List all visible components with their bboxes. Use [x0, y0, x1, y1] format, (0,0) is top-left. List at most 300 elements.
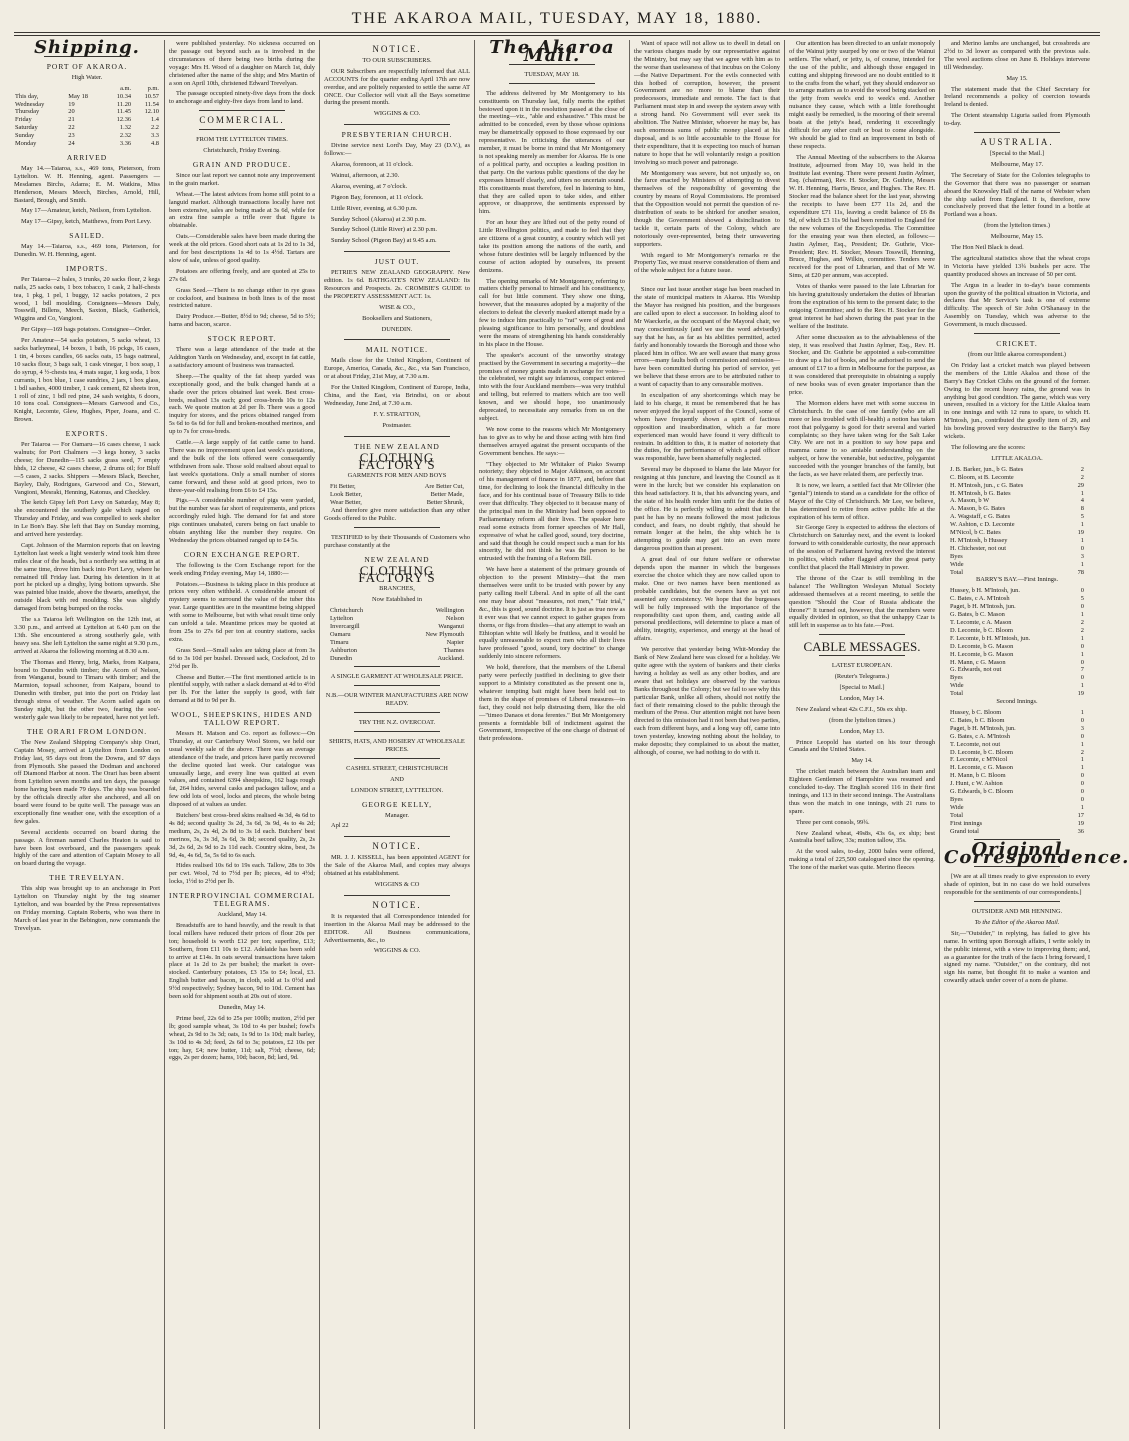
tide-cell: 19	[68, 100, 75, 108]
dateline: Auckland, May 14.	[217, 911, 267, 918]
single-garment: A SINGLE GARMENT AT WHOLESALE PRICE.	[330, 673, 464, 681]
tide-cell: Sunday	[15, 132, 35, 140]
score-row	[944, 764, 1090, 772]
score-name: Byes	[950, 674, 963, 682]
score-row	[944, 474, 1090, 482]
tide-row	[14, 132, 160, 140]
port-heading: PORT OF AKAROA.	[46, 61, 128, 71]
paragraph: [We are at all times ready to give expression to every shade of opinion, but in no case do we hold ourselves responsible for the sentiments of our correspondents.]	[944, 873, 1090, 897]
dateline: Christchurch, Friday Evening.	[203, 147, 281, 155]
paragraph: We hold, therefore, that the members of the Liberal party were perfectly justified in declining to give their support to a Ministry constituted as the present one is, whatever tempting bait might have been held out to them in the shape of promises of Liberal measures—in fact, they could not help distrusting them, like the old—"timeo Danaos et dona ferentes." But Mr Montgomery presents a formidable bill of indictment against the Government, irrespective of the one charge of distrust of their professions.	[479, 664, 625, 743]
score-name: A. Wagstaff, c G. Bates	[950, 513, 1011, 521]
score-row	[944, 619, 1090, 627]
fits-right: Better Shrunk,	[426, 499, 464, 507]
branch-right: New Plymouth	[425, 630, 464, 638]
paragraph: The throne of the Czar is still trembling in the balance! The Wellington Wesleyan Mutual Society addressed themselves at a recent meeting, to settle the question "Should the Czar of Russia abdicate the throne?" It turned out, however, that the members were equally divided in opinion, so that the unhappy Czar is still left in suspense as to his fate.—Post.	[789, 574, 935, 630]
paragraph: On Friday last a cricket match was played between the members of the Little Akaloa and those of the Barry's Bay Cricket Clubs on the ground of the former. Owing to the recent heavy rains, the ground was in anything but good condition. The game, which was very uneven, resulted in a victory for the Little Akaloa team in one innings and with 12 runs to spare, to which H. M'Intosh, jun., contributed the goodly item of 29, and his bowling proved very destructive to the Barry's Bay wickets.	[944, 361, 1090, 441]
divider	[344, 895, 450, 896]
tide-row	[14, 101, 160, 109]
score-runs: 0	[1080, 587, 1084, 595]
tide-row	[14, 108, 160, 116]
score-runs: 2	[1080, 748, 1084, 756]
team-heading: LITTLE AKALOA.	[991, 454, 1043, 462]
signature: Postmaster.	[382, 421, 412, 429]
score-row	[944, 603, 1090, 611]
paragraph: Cattle.—A large supply of fat cattle came to hand. There was no improvement upon last week's quotations, and the bulk of the lots offered were consequently withdrawn from sale. Those sold realised about equal to last week's quotations. Only a small number of stores came forward, and these sold at good prices, two to three-year-old realising from £6 to £4 15s.	[169, 439, 315, 494]
column-advertisements	[324, 40, 470, 1431]
fits-left: Wear Better,	[330, 499, 362, 507]
score-runs: 1	[1080, 803, 1084, 811]
branch-row	[324, 631, 470, 639]
paragraph: The Orient steamship Liguria sailed from Plymouth to-day.	[944, 112, 1090, 128]
column-divider	[474, 40, 475, 1429]
source-note: FROM THE LYTTELTON TIMES.	[196, 136, 288, 144]
fits-row	[324, 491, 470, 499]
score-name: D. Lecomte, b C. Bloom	[950, 748, 1014, 756]
tide-row	[14, 116, 160, 124]
dateline: May 15.	[1006, 74, 1028, 82]
paragraph: The Annual Meeting of the subscribers to the Akaroa Institute, adjourned from May 10, was held in the Institute last evening. There were present Justin Aylmer, Esq. (chairman), Rev. H. Stocker, Dr. Guthrie, Messrs W. H. Henning, Harris, Bruce, and Hughes. The Rev. H. Stocker read the balance sheet for the last year, showing the receipts to have been £77 11s 2d, and the expenditure £71 11s, leaving a credit balance of £6 8s 9d, of which £3 11s 9d had been remitted to England for the new volumes of the Encyclopedia. The Committee for the ensuing year was then elected, as follows:—Justin Aylmer, Esq., President; Dr. Guthrie, Vice-President; Rev. H. Stocker, Messrs Tosswill, Henning, Bruce, Hughes, and Wilkin, committee. Tenders were received for the post of Librarian, and that of Mr W. Sims, at £20 per annum, was accepted.	[789, 153, 935, 280]
dateline: Melbourne, May 15.	[990, 233, 1044, 241]
score-runs: 2	[1080, 465, 1084, 473]
divider	[354, 685, 440, 686]
divider	[664, 279, 750, 280]
score-runs: 29	[1077, 481, 1084, 489]
corn-heading: CORN EXCHANGE REPORT.	[183, 549, 301, 559]
divider	[819, 634, 905, 635]
source-note: (from the lyttelton times.)	[828, 716, 896, 724]
service-item: Akaroa, evening, at 7 o'clock.	[331, 182, 408, 190]
paragraph: and Merino lambs are unchanged, but crossbreds are 2½d to 3d lower as compared with the previous sale. The wool auctions close on June 8. Holidays intervene till Wednesday.	[944, 40, 1090, 71]
score-name: C. Bates, c A. M'Intosh	[950, 595, 1010, 603]
editorial-date: TUESDAY, MAY 18.	[524, 70, 580, 78]
paragraph: The passage occupied ninety-five days from the dock to anchorage and eighty-five days from land to land.	[169, 90, 315, 106]
score-runs: 2	[1080, 619, 1084, 626]
grain-heading: GRAIN AND PRODUCE.	[192, 159, 292, 169]
tide-cell: May 18	[68, 92, 88, 100]
branch-right: Thames	[443, 646, 464, 654]
dateline: London, May 14.	[839, 694, 885, 702]
branch-row	[324, 655, 470, 663]
score-name: T. Lecomte, not out	[950, 740, 1001, 748]
paragraph: Potatoes are offering freely, and are quoted at 25s to 27s 6d.	[169, 267, 315, 283]
score-row	[944, 529, 1090, 537]
branch-right: Auckland.	[437, 654, 464, 662]
divider	[974, 132, 1060, 133]
tide-cell: 21	[68, 116, 75, 124]
paragraph: It is requested that all Correspondence intended for insertion in the Akaroa Mail may be addressed to the EDITOR. All Business communications, Advertisements, &c., to	[324, 912, 470, 944]
score-name: Wide	[950, 560, 964, 568]
score-row	[944, 788, 1090, 796]
total-value: 36	[1077, 827, 1084, 835]
score-name: H. Mann, c G. Mason	[950, 658, 1006, 666]
interprovincial-heading: INTERPROVINCIAL COMMERCIAL TELEGRAMS.	[169, 891, 315, 909]
paragraph: were published yesterday. No sickness occurred on the passage out beyond such as is involved in the circumstances of there being two births during the voyage: Mrs H. Wood of a daughter on March 1st, duly christened after the name of the ship; and Mrs Martin of a son on April 10th, christened Edward Trevelyan.	[169, 40, 315, 87]
source-note: (Reuter's Telegrams.)	[834, 673, 890, 681]
cable-heading: CABLE MESSAGES.	[803, 639, 921, 655]
column-divider	[629, 40, 630, 1429]
score-name: T. Lecomte, c A. Mason	[950, 619, 1012, 626]
score-runs: 0	[1080, 544, 1084, 552]
score-row	[944, 497, 1090, 505]
score-name: Byes	[950, 552, 963, 560]
score-runs: 1	[1080, 740, 1084, 748]
paragraph: Mr Montgomery was severe, but not unjustly so, on the farce enacted by Ministers of attempting to divest themselves of the responsibility of governing the country by means of Royal Commissions. He promised that the Opposition would not permit the question of re-distribution of seats to be shirked for another session, though the Government showed a disinclination to tackle it, certain parts of the Colony, which are notoriously over-represented, being their unwavering supporters.	[634, 169, 780, 248]
score-name: G. Edwards, b C. Bloom	[950, 788, 1014, 796]
score-runs: 1	[1080, 764, 1084, 772]
score-row	[944, 587, 1090, 595]
paragraph: Sheep.—The quality of the fat sheep yarded was exceptionally good, and the bulk changed hands at a shade over the prices obtained last week. Best cross-breds, realised 13s each; good cross-breds 10s to 12s each. We quote mutton at 2d per lb. There was a good inquiry for stores, and the prices obtained ranged from 5s 6d to 6s 6d for full and broken-mouthed merinos, and up to 7s for cross-breds.	[169, 372, 315, 436]
clothing-heading: CLOTHING FACTORY'S	[358, 449, 436, 473]
paragraph: Oats.—Considerable sales have been made during the week at the old prices. Good short oats at 1s 2d to 1s 3d, and for best descriptions 1s 4d to 1s 4½d. Tartars are slow of sale, unless of good quality.	[169, 233, 315, 264]
branch-row	[324, 615, 470, 623]
masthead: THE AKAROA MAIL, TUESDAY, MAY 18, 1880.	[351, 10, 763, 27]
score-runs: 19	[1077, 529, 1084, 537]
subheading: LATEST EUROPEAN.	[831, 662, 893, 670]
score-row	[944, 482, 1090, 490]
signature: WIGGINS & CO.	[373, 110, 421, 118]
exports-heading: EXPORTS.	[65, 429, 109, 439]
tide-cell: 11.45	[116, 108, 132, 116]
tide-am-label: a.m.	[120, 84, 132, 92]
total-row	[944, 569, 1090, 577]
score-row	[944, 682, 1090, 690]
score-name: Wide	[950, 682, 964, 690]
total-label: Grand total	[950, 827, 979, 835]
letter-salutation: To the Editor of the Akaroa Mail.	[974, 918, 1060, 926]
score-row	[944, 666, 1090, 674]
correspondence-heading: Original Correspondence.	[944, 839, 1129, 869]
paragraph: May 17—Gipsy, ketch, Matthews, from Port Levy.	[21, 218, 152, 226]
branch-row	[324, 639, 470, 647]
branch-right: Napier	[446, 638, 464, 646]
branch-row	[324, 647, 470, 655]
paragraph: The agricultural statistics show that the wheat crops in Victoria have yielded 13¾ bushels per acre. The quantity produced shows an increase of 50 per cent.	[944, 254, 1090, 278]
paragraph: Three per cent consols, 99¾.	[796, 818, 870, 826]
total-row	[944, 812, 1090, 820]
paragraph: Per Amateur—54 sacks potatoes, 5 sacks wheat, 13 sacks barleymeal, 14 boxes, 1 bath, 16 pckgs, 16 cases, 1 tin, 4 boxes candles, 66 sacks oats, 15 bags oatmeal, 10 sacks flour, 3 bags salt, 1 cask vinegar, 1 box soap, 1 do syrup, 4 ½-chests tea, 4 mats sugar, 1 keg soda, 1 box currants, 1 box blue, 1 case sundries, 2 jars, 1 box glass, 1 bdl sashes, 4000 timber, 1 cask cement, 82 sheets iron, 1 roll of zinc, 1 bdl red pine, 24 sash weights, 6 doors, 10 tons coal. Consignees—Messrs Garwood and Co., Knight, Lecomte, Glew, Hughes, Piper, Joans, and C. Brown.	[14, 337, 160, 424]
paragraph: Capt. Johnson of the Marmion reports that on leaving Lyttelton last week a light westerly wind took him three miles clear of the heads, but a northerly sea setting in at the same time, drove him back into Port Levy, where he remained till Friday last. During his detention in it at port he picked up a dinghy, lying bottom upwards. She was painted blue inside, above the thwarts, amethyst, the outside black with red moulding. She was slightly damaged from being bumped on the rocks.	[14, 541, 160, 613]
paragraph: Grass Seed.—There is no change either in rye grass or cocksfoot, and business in both lines is of the most restricted nature.	[169, 286, 315, 310]
dateline: May 14.	[851, 757, 873, 765]
score-runs: 1	[1080, 489, 1084, 497]
score-runs: 0	[1080, 795, 1084, 803]
score-row	[944, 553, 1090, 561]
divider	[344, 251, 450, 252]
mail-notice-heading: MAIL NOTICE.	[365, 345, 429, 355]
paragraph: Since our last issue another stage has been reached in the state of municipal matters in Akaroa. His Worship the Mayor has resigned his position, and the burgesses are called upon to elect a successor. In holding aloof to Mr Waeckerle, as the occupant of the Mayoral chair, we may conscientiously (and we use the word advisedly) say that he has, as far as his abilities permitted, acted fairly and honorably towards the Borough and those who placed him in office. We are well aware that many gross errors—many faults both of commission and omission—have been committed during his period of service, yet we believe that these errors are to be attributed rather to a want of capacity than to any censurable motives.	[634, 286, 780, 389]
garments-line: GARMENTS FOR MEN AND BOYS	[347, 472, 447, 480]
total-label: Total	[950, 811, 964, 819]
paragraph: Per Taiaroa—2 bales, 3 trunks, 20 sacks flour, 2 kegs nails, 25 sacks oats, 1 box tobacco, 1 cask, 2 half-chests tea, 1 pkg, 1 pel, 1 buggy, 12 sacks potatoes, 2 pcs wood, 1 bdl moulding. Consignees—Messrs Daly, Tosswill, Billens, Meech, Saxton, Black, Gatherick, Wiggins and Co, Vangioni.	[14, 275, 160, 323]
tide-cell: 3.36	[119, 140, 132, 148]
divider	[354, 666, 440, 667]
paragraph: May 14.—Taiaroa, s.s., 469 tons, Pieterson, for Dunedin. W. H. Henning, agent.	[14, 243, 160, 259]
divider	[974, 333, 1060, 334]
tide-cell: 10.34	[116, 92, 132, 100]
paragraph: The statement made that the Chief Secretary for Ireland recommends a policy of coercion towards Ireland is denied.	[944, 85, 1090, 109]
letter-heading: OUTSIDER AND MR HENNING.	[971, 908, 1063, 915]
divider	[354, 527, 440, 528]
paragraph: It is now, we learn, a settled fact that Mr Ollivier (the "genial") intends to stand as a candidate for the office of Mayor of the City of Christchurch. Mr Lee, we believe, has determined to retire from active public life at the expiration of his term of office.	[789, 481, 935, 521]
paragraph: The s.s Taiaroa left Wellington on the 12th inst, at 3.30 p.m., and arrived at Lyttelton at 6.40 p.m on the 13th. She encountered a strong southerly gale, with heavy sea. She left Lyttelton the same night at 9.30 p.m., arrived at Akaroa the following morning at 8.30 a.m.	[14, 616, 160, 655]
total-value: 19	[1077, 819, 1084, 827]
total-label: Total	[950, 568, 964, 576]
paragraph: PETRIE'S NEW ZEALAND GEOGRAPHY. New edition. 1s 6d. BATHGATE'S NEW ZEALAND: Its Resources and Prospects. 2s. CROMBIE'S GUIDE to the PROPERTY ASSESSMENT ACT. 1s.	[324, 269, 470, 300]
paragraph: "They objected to Mr Whitaker of Piako Swamp notoriety; they objected to Major Atkinson, on account of his management of finance in 1877, and, before that time, for declining to look the financial difficulty in the face, and for his continual issue of Treasury Bills to tide over that difficulty. They objected to it because many of the principal men in the Ministry had been opposed to Parliamentary reform all their lives. The speaker here read some extracts from former speeches of Mr Hall, expressive of what he called good, sound, tory doctrine, and said that though he could respect such a man for his sincerity, he did not think he was the person to be entrusted with the framing of a Reform Bill.	[479, 460, 625, 563]
column-divider	[164, 40, 165, 1429]
fits-list	[324, 483, 470, 507]
score-row	[944, 674, 1090, 682]
score-table	[944, 466, 1090, 569]
score-runs: 4	[1080, 497, 1084, 505]
score-row	[944, 749, 1090, 757]
address: LONDON STREET, LYTTELTON.	[350, 786, 444, 794]
paragraph: For an hour they are lifted out of the petty round of Little Rivellington politics, and made to feel that they are citizens of a great country, a country which will yet take its position among the nations of the earth, and whose future destinies will be largely influenced by the course of action adopted by ourselves, its present denizens.	[479, 219, 625, 274]
score-runs: 1	[1080, 708, 1084, 716]
paragraph: Potatoes.—Business is taking place in this produce at prices very often withheld. A considerable amount of mystery seems to surround the value of the tuber this year. Large quantities are in the meantime being shipped with some to Melbourne, but with what result time only can unfold a tale. Meantime prices may be quoted at from 25s to 27s 6d per ton at country stations, sacks extra.	[169, 580, 315, 643]
divider	[354, 731, 440, 732]
score-name: A. Mason, b G. Bates	[950, 505, 1006, 513]
score-name: H. Lecomte, c G. Mason	[950, 764, 1014, 772]
divider	[819, 655, 905, 656]
score-name: M'Nicol, b C. Bates	[950, 529, 1001, 537]
score-row	[944, 545, 1090, 553]
tide-cell: 1.32	[119, 124, 132, 132]
tide-cell: 12.36	[116, 116, 132, 124]
paragraph: Grass Seed.—Small sales are taking place at from 3s 6d to 3s 10d per bushel. Dressed sack, Cocksfoot, 2d to 2½d per lb.	[169, 646, 315, 670]
tide-cell	[14, 85, 67, 93]
score-runs: 1	[1080, 611, 1084, 619]
fits-right: Are Better Cut,	[424, 483, 464, 491]
fits-right: Better Made,	[430, 491, 464, 499]
signature: WIGGINS & CO.	[373, 947, 421, 955]
paragraph: The opening remarks of Mr Montgomery, referring to matters chiefly personal to himself and his constituency, call for but little comment. They show one thing, however, that the measures adopted by a majority of the electors to defeat the cleverly masked attempt made by a few to induce him practically to "rat" were of great and pleasing significance to him personally, and doubtless were the means of strengthening his hands considerably in his place in the House.	[479, 277, 625, 348]
score-runs: 1	[1080, 560, 1084, 568]
paragraph: New Zealand wheat, 49s8s, 43s 6s, ex ship; best Australia beef tallow, 33s; mutton tallow, 35s.	[789, 829, 935, 845]
score-runs: 8	[1080, 505, 1084, 513]
paragraph: The following are the scores:	[951, 443, 1026, 451]
source-note: [Special to Mail.]	[839, 683, 885, 691]
tide-cell: 24	[68, 140, 75, 148]
paragraph: With regard to Mr Montgomery's remarks re the Property Tax, we must reserve consideration of them and of the whole subject for a future issue.	[634, 251, 780, 275]
branch-left: Christchurch	[330, 607, 364, 615]
paragraph: The ketch Gipsy left Port Levy on Saturday, May 8; she encountered the southerly gale which raged on Thursday and Friday, and was compelled to seek shelter in Le Bon's Bay. She left that Bay on Sunday morning, and arrived here yesterday.	[14, 499, 160, 539]
branch-left: Lyttelton	[330, 615, 354, 623]
paragraph: This ship was brought up to an anchorage in Port Lyttelton on Thursday night by the tug steamer Lyttelton, and was boarded by the Press representatives on Friday morning. Captain Roberts, who was there in March of last year in the Bebington, now commands the Trevelyan.	[14, 885, 160, 932]
score-name: D. Lecomte, b G. Mason	[950, 642, 1014, 650]
paragraph: The Secretary of State for the Colonies telegraphs to the Governor that there was no passenger or seaman aboard the Knowsley Hall of the name of Webster when the ship sailed from England. It is, therefore, now conclusively proved that the letter found in a bottle at Portland was a hoax.	[944, 171, 1090, 219]
score-runs: 2	[1080, 473, 1084, 481]
score-runs: 1	[1080, 650, 1084, 658]
score-runs: 0	[1080, 642, 1084, 650]
score-name: H. M'Intosh, b G. Bates	[950, 489, 1011, 497]
wool-heading: WOOL, SHEEPSKINS, HIDES AND TALLOW REPORT.	[171, 710, 313, 728]
manager-title: Manager.	[385, 811, 409, 819]
paragraph: Prime beef, 22s 6d to 25s per 100lb; mutton, 2½d per lb; good sample wheat, 3s 10d to 4s per bushel; fowl's wheat, 2s 9d to 3s 3d; oats, 1s 9d to 1s 10d; malt barley, 3s 10d to 4s 3d; feed, 2s 6d to 3s; potatoes, £2 10s per ton; hay, £4; new butter, 11d; salt, 7½d; cheese, 6d; eggs, 2s per dozen; hams, 10d; bacon, 8d; lard, 9d.	[169, 1014, 315, 1062]
service-item: Sunday School (Pigeon Bay) at 9.45 a.m.	[331, 237, 437, 245]
divider	[974, 901, 1060, 902]
tide-pm-label: p.m.	[147, 84, 159, 92]
signature: WIGGINS & CO	[374, 880, 420, 888]
score-runs: 5	[1080, 513, 1084, 521]
total-value: 17	[1077, 811, 1084, 819]
paragraph: The following is the Corn Exchange report for the week ending Friday evening, May 14, 1880:—	[169, 561, 315, 577]
score-runs: 0	[1080, 658, 1084, 666]
established-label: Now Established in	[371, 596, 423, 604]
score-name: A. Mason, b W	[950, 497, 990, 505]
presbyterian-heading: PRESBYTERIAN CHURCH.	[341, 130, 453, 140]
arrived-heading: ARRIVED	[66, 152, 108, 162]
score-runs: 1	[1080, 634, 1084, 642]
score-row	[944, 772, 1090, 780]
paragraph: Wheat.—The latest advices from home still point to a languid market. Although transactions locally have not been extensive, sales are being made at 3s 6d, while for an extra fine sample a trifle over that figure is obtainable.	[169, 190, 315, 230]
paragraph: TESTIFIED to by their Thousands of Customers who purchase constantly at the	[324, 533, 470, 549]
divider	[354, 712, 440, 713]
column-editorial-continued	[634, 40, 780, 1431]
branch-right: Nelson	[445, 615, 464, 623]
score-name: H. Mann, b C. Bloom	[950, 772, 1006, 780]
score-name: G. Edwards, not out	[950, 666, 1002, 674]
tide-cell: Friday	[15, 116, 32, 124]
score-runs: 0	[1080, 674, 1084, 682]
column-divider	[319, 40, 320, 1429]
paragraph: Per Gipsy—169 bags potatoes. Consignee—Order.	[21, 326, 152, 334]
fits-left: Look Better,	[330, 491, 363, 499]
service-item: Wainui, afternoon, at 2.30.	[331, 171, 400, 179]
notice-heading: NOTICE.	[372, 841, 422, 852]
score-runs: 0	[1080, 788, 1084, 796]
branch-left: Ashburton	[330, 646, 357, 654]
branch-row	[324, 607, 470, 615]
branch-list	[324, 607, 470, 662]
score-name: Hussey, b H. M'Intosh, jun.	[950, 587, 1020, 595]
score-row	[944, 466, 1090, 474]
commercial-heading: COMMERCIAL.	[199, 115, 285, 126]
score-name: J. Hunt, c W. Ashton	[950, 780, 1003, 788]
high-water-label: High Water.	[71, 73, 103, 81]
paragraph: We now come to the reasons which Mr Montgomery has to give as to why he and those acting with him find themselves arrayed against the present occupants of the Government benches. He says:—	[479, 425, 625, 457]
score-runs: 0	[1080, 732, 1084, 740]
score-row	[944, 490, 1090, 498]
tide-header-row	[14, 85, 160, 93]
branches-label: BRANCHES,	[379, 585, 415, 593]
score-name: G. Bates, c A. M'Intosh	[950, 732, 1010, 740]
paragraph: Votes of thanks were passed to the late Librarian for his having gratuitously undertaken the duties of librarian from the expiration of his term to the present date; to the outgoing Committee; and to the Rev. H. Stocker for the great interest he had shown during the past year in the welfare of the Institute.	[789, 283, 935, 330]
orari-heading: THE ORARI FROM LONDON.	[26, 726, 148, 736]
column-editorial	[479, 37, 625, 1431]
total-row	[944, 690, 1090, 698]
paragraph: At the wool sales, to-day, 2000 bales were offered, making a total of 225,500 catalogued since the opening. The tone of the market was quite. Merino fleeces	[789, 848, 935, 872]
paragraph: In exculpation of any shortcomings which may be laid to his charge, it must be remembered that he has never enjoyed the loyal support of the Council, some of whom have frequently shown a spirit of factious opposition and insubordination, which a far more experienced man would have found it very difficult to restrain. In addition to this, it is matter of notoriety that the duties, for the performance of which a paid officer was responsible, have been shamefully neglected.	[634, 392, 780, 463]
paper-title: The Akaroa Mail.	[489, 37, 615, 66]
masthead-rule	[14, 32, 1100, 33]
paragraph: After some discussion as to the advisableness of the step, it was resolved that Justin Aylmer, Esq., Rev. H. Stocker, and Dr. Guthrie be appointed a sub-committee to draw up a list of books, and be authorised to send the amount of £17 to a firm in Melbourne for the purpose, as it was considered that prerequisite in obtaining a supply of new books was of even greater importance than the price.	[789, 333, 935, 396]
service-list	[324, 161, 470, 245]
tide-cell: 11.54	[144, 100, 159, 108]
fits-left: Fit Better,	[330, 483, 356, 491]
tide-row	[14, 124, 160, 132]
shipping-heading: Shipping.	[34, 37, 140, 58]
paragraph: There was a large attendance of the trade at the Addington Yards on Wednesday, and, except in fat cattle, a satisfactory amount of business was transacted.	[169, 346, 315, 369]
divider	[344, 339, 450, 340]
paragraph: Butchers' best cross-bred skins realised 4s 3d, 4s 6d to 4s 8d; second quality 3s 2d, 3s 6d, 3s 9d, 4s to 4s 2d; medium, 2s, 2s 4d, 2s 8d to 3s 1d each. Butchers' best merinos, 3s, 3s 3d, 3s 6d, 3s 8d; second quality, 2s, 2s 3d, 2s 6d, 2s 9d to 2s 11d each. Country skins, best, 3s 9d, 4s, 4s 6d, 5s, 5s 6d to 6s each.	[169, 812, 315, 859]
signature: DUNEDIN.	[381, 325, 413, 333]
sailed-heading: SAILED.	[69, 231, 105, 241]
branch-left: Invercargill	[330, 622, 360, 630]
score-runs: 1	[1080, 682, 1084, 690]
just-out-heading: JUST OUT.	[374, 257, 420, 267]
masthead-rule-2	[14, 35, 1100, 36]
score-runs: 0	[1080, 772, 1084, 780]
paragraph: Dairy Produce.—Butter, 8½d to 9d; cheese, 5d to 5½; hams and bacon, scarce.	[169, 313, 315, 329]
divider	[199, 129, 285, 130]
imports-heading: IMPORTS.	[66, 263, 108, 273]
paragraph: Per Taiaroa — For Oamaru—16 cases cheese, 1 sack walnuts; for Port Chalmers —3 kegs honey, 3 sacks cheese; for Dunedin—115 sacks grass seed, 7 empty hhds, 12 cheese, 42 cases cheese, 2 drums oil; for Bluff—5 cases, 2 sacks. Shippers —Messrs Black, Beecher, Bayley, Daly, Rodrigues, Garwood and Co., Stewart, Vangioni, Mesraki, Henning, Katonus, and Checkley.	[14, 441, 160, 496]
total-label: First innings	[950, 819, 983, 827]
paragraph: The Mormon elders have met with some success in Christchurch. In the case of one family (who are all more or less troubled with ill-health) a notion has taken root that polygamy is good for their several and varied complaints; so they have taken wing for the Salt Lake City. We are not in a position to say how papa and mamma came to so amiable understanding on the subject, or how the venerable, but seductive, polygamist succeeded with the younger branches of the family, but the facts, as we have related them, are perfectly true.	[789, 399, 935, 479]
winter-notice: N.B.—OUR WINTER MANUFACTURES ARE NOW READY.	[325, 692, 469, 708]
score-row	[944, 717, 1090, 725]
score-table	[944, 709, 1090, 812]
tide-cell: 20	[68, 108, 75, 116]
signature: Booksellers and Stationers,	[362, 314, 432, 322]
dateline: Melbourne, May 17.	[990, 160, 1044, 168]
team-heading: BARRY'S BAY.—First Innings.	[975, 576, 1059, 584]
paragraph: May 14.—Taiaroa, s.s., 469 tons, Pieterson, from Lyttelton. W. H. Henning, agent. Passengers — Mesdames Birchs, Adams; E. M. Watkins, Miss Henderson, Messrs Meech, Birches, Arnold, Hill, Bastard, Brough, and Smith.	[14, 164, 160, 204]
score-row	[944, 756, 1090, 764]
total-row	[944, 820, 1090, 828]
score-name: Hussey, b C. Bloom	[950, 708, 1002, 716]
dateline: London, May 13.	[839, 727, 885, 735]
divider	[199, 110, 285, 111]
score-row	[944, 709, 1090, 717]
branch-right: Wanganui	[438, 622, 464, 630]
shirts-notice: SHIRTS, HATS, AND HOSIERY AT WHOLESALE PRICES.	[329, 738, 465, 753]
paragraph: Cheese and Butter.—The first mentioned article is in plentiful supply, with rather a slack demand at 4d to 4½d per lb. For the latter the supply is good, with fair demand at 8d to 9d per lb.	[169, 673, 315, 705]
score-runs: 1	[1080, 536, 1084, 544]
paragraph: Sir George Grey is expected to address the electors of Christchurch on Saturday next, and the event is looked forward to with considerable curiosity, the near approach of the session of Parliament having revived the interest in politics, which rather flagged after the great party conflict that placed the Hall Ministry in power.	[789, 524, 935, 571]
tide-cell: 1.4	[151, 116, 159, 124]
paragraph: We perceive that yesterday being Whit-Monday the Bank of New Zealand here was closed for a holiday. We quite agree with the system of bankers and their clerks having a holiday as well as any other bodies, and are aware that set holidays are observed by the various Banks throughout the Colony; but we fail to see why this particular Bank, unlike all others, should not notify the fact of their remaining closed to the public through the medium of the Press. Our attention might not have been directed to this omission had it not been that two parties, each from different bays, and a long way off, came into town yesterday, knowing nothing about the holiday, to make deposits; they complained to us about the matter, although, of course, we had nothing to do with it.	[634, 646, 780, 756]
tide-cell: 2.32	[119, 132, 132, 140]
score-row	[944, 780, 1090, 788]
branch-right: Wellington	[435, 607, 464, 615]
score-row	[944, 635, 1090, 643]
notice-subheading: TO OUR SUBSCRIBERS.	[362, 56, 432, 64]
score-name: J. B. Barker, jun., b G. Bates	[950, 465, 1024, 473]
paragraph: Breadstuffs are to hand heavily, and the result is that local millers have reduced their prices of flour 20s per ton; household is worth £12 per ton; superfine, £13; Southern, from £11 10s to £12. Adelaide has been sold to arrive at £14s. In oats several transactions have taken place at 1s 2d to 2s per bushel; the market is over-stocked. Canterbury potatoes, £3 15s to £4; local, £3. English butter and bacon, in cloth, sold at 1s 0½d and 9½d respectively; Sydney bacon, 9d to 10d. Cement has been sold for shipment south at 20s out of store.	[169, 921, 315, 1001]
paragraph: For the United Kingdom, Continent of Europe, India, China, and the East, via Brindisi, on or about Wednesday, June 2nd, at 7.30 a.m.	[324, 384, 470, 407]
score-row	[944, 505, 1090, 513]
divider	[344, 436, 450, 437]
paragraph: Several may be disposed to blame the late Mayor for resigning at this juncture, and leaving the Council as it were in the lurch; but we consider his explanation on this head satisfactory. It is, that his advancing years, and the state of his health render him unfit for the duties of the office. He is perfectly willing to admit that in the past he has by no means followed the most judicious conduct, and fears, no doubt rightly, that should he remain longer at the helm, the ship which he is attempting to guide may get into an even more dangerous position than at present.	[634, 466, 780, 553]
score-runs: 0	[1080, 716, 1084, 724]
paragraph: Divine service next Lord's Day, May 23 (D.V.), as follows:—	[324, 142, 470, 158]
column-commercial	[169, 40, 315, 1431]
score-name: Wide	[950, 803, 964, 811]
paragraph: Sir,—"Outsider," in replying, has failed to give his name. In writing upon Borough affairs, I write solely in the public interest, with a view to improving them; and, as a guarantee for the truth of the facts I bring forward, I signed my name. "Outsider," on the contrary, did not sign his name, but thought fit to make a wanton and cowardly attack under cover of a nom de plume.	[944, 929, 1090, 985]
notice-heading: NOTICE.	[372, 44, 422, 54]
branch-left: Oamaru	[330, 630, 351, 638]
score-name: H. Chichester, not out	[950, 544, 1007, 552]
divider	[344, 124, 450, 125]
source-note: (from our little akaroa correspondent.)	[967, 351, 1067, 358]
paragraph: A great deal of our future welfare or otherwise depends upon the manner in which the burgesses exercise the choice which they are now called upon to make. One or two names have been mentioned as probable candidates, but the owners have as yet not assented any consistency. We hope that the burgesses will be fully impressed with the importance of the responsibility cast upon them, and, casting aside all personal predilections, will determine to place a man of ability, integrity, experience, and energy at the head of affairs.	[634, 556, 780, 643]
score-row	[944, 733, 1090, 741]
paragraph: Messrs H. Matson and Co. report as follows:—On Thursday, at our Canterbury Wool Stores, we held our usual weekly sale of the above. There was an average attendance of the trade, and prices have partly recovered the decline quoted last week. Our catalogue was unusually large, and every line was quitted at even values, and contained 6394 sheepskins, 162 bags rough fat, 264 hides, several casks and packages tallow, and a few odd lots of wool, locks and pieces, the whole being disposed of at values as under.	[169, 729, 315, 809]
service-item: Sunday School (Little River) at 2.30 p.m.	[331, 226, 437, 234]
